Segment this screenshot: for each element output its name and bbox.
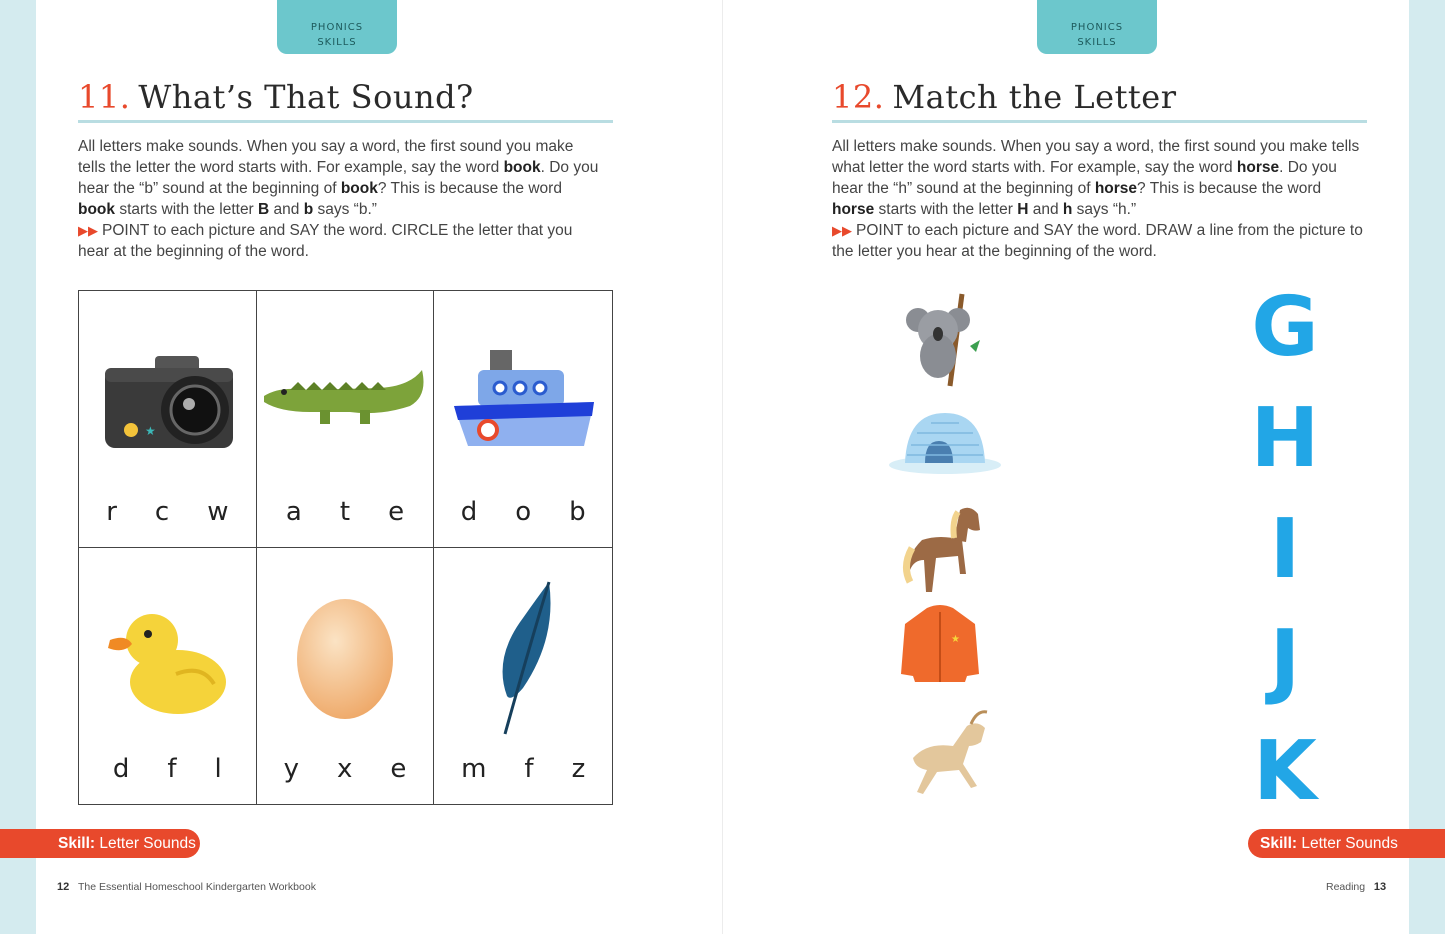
match-letter[interactable]: J xyxy=(1269,613,1301,708)
intro-keyword: book xyxy=(503,159,541,176)
intro-keyword: h xyxy=(1062,201,1073,218)
arrow-icon: ▶▶ xyxy=(78,223,98,238)
intro-text: ? This is because the word xyxy=(377,180,562,197)
grid-cell xyxy=(257,291,435,548)
left-skill-badge xyxy=(0,829,200,858)
grid-cell xyxy=(257,548,435,805)
intro-keyword: H xyxy=(1017,201,1029,218)
koala-icon[interactable] xyxy=(895,290,995,390)
svg-text:★: ★ xyxy=(951,634,960,645)
duck-icon xyxy=(79,588,256,728)
skill-label: Skill: xyxy=(1260,835,1298,852)
match-letter[interactable]: I xyxy=(1269,502,1301,597)
letter-choice[interactable]: a xyxy=(285,496,302,527)
intro-text: . Do you hear the “h” sound at the beginning of xyxy=(832,159,1337,197)
letter-choice[interactable]: e xyxy=(388,496,405,527)
intro-text: and xyxy=(269,201,304,218)
skill-label: Skill: xyxy=(58,835,96,852)
letter-choice[interactable]: z xyxy=(571,754,586,784)
intro-keyword: B xyxy=(258,201,270,218)
letter-choice[interactable]: w xyxy=(207,496,229,527)
left-intro-text xyxy=(78,136,603,262)
intro-keyword: horse xyxy=(1094,180,1138,197)
arrow-icon: ▶▶ xyxy=(832,223,852,238)
title-rule xyxy=(78,120,613,123)
letter-choice[interactable]: t xyxy=(339,496,351,527)
title-text: What’s That Sound? xyxy=(138,78,474,116)
letter-choices xyxy=(257,754,434,784)
picture-grid xyxy=(78,290,613,805)
skill-value: Letter Sounds xyxy=(99,835,196,852)
letter-choices xyxy=(79,754,256,784)
book-title: The Essential Homeschool Kindergarten Workbook xyxy=(78,881,316,893)
match-letter[interactable]: G xyxy=(1251,280,1319,375)
letter-choices xyxy=(79,497,256,527)
letter-choice[interactable]: f xyxy=(167,754,177,784)
match-letter[interactable]: H xyxy=(1250,391,1320,486)
horse-icon[interactable] xyxy=(895,498,995,598)
right-page-title xyxy=(832,78,1177,116)
grid-cell xyxy=(79,548,257,805)
svg-text:★: ★ xyxy=(145,424,157,438)
goat-icon[interactable] xyxy=(895,700,995,800)
grid-cell xyxy=(434,291,612,548)
egg-icon xyxy=(257,588,434,728)
instruction-text: POINT to each picture and SAY the word. CIRCLE the letter that you hear at the beginning of the word. xyxy=(78,222,573,260)
right-footer xyxy=(1326,881,1386,893)
intro-keyword: horse xyxy=(832,201,875,218)
intro-keyword: horse xyxy=(1236,159,1280,176)
match-letter[interactable]: K xyxy=(1253,724,1317,819)
letter-choice[interactable]: d xyxy=(112,754,130,784)
right-page-edge xyxy=(1409,0,1445,934)
letter-choices xyxy=(257,497,434,527)
jacket-icon[interactable] xyxy=(895,600,985,690)
tab-line1: PHONICS xyxy=(310,22,364,33)
intro-keyword: b xyxy=(303,201,314,218)
tab-line2: SKILLS xyxy=(317,37,357,48)
letter-choice[interactable]: l xyxy=(214,754,222,784)
letter-choice[interactable]: d xyxy=(460,496,478,527)
tab-line1: PHONICS xyxy=(1070,22,1124,33)
alligator-icon xyxy=(257,331,434,471)
letter-choice[interactable]: e xyxy=(390,754,407,784)
intro-text: All letters make sounds. When you say a word, the first sound you make tells the letter the word starts with. For example, say the word xyxy=(78,138,574,176)
title-text: Match the Letter xyxy=(892,78,1177,116)
page-number: 12 xyxy=(57,881,70,893)
intro-text: says “b.” xyxy=(313,201,377,218)
section-name: Reading xyxy=(1326,881,1366,893)
grid-cell xyxy=(434,548,612,805)
intro-text: starts with the letter xyxy=(874,201,1018,218)
letter-choice[interactable]: x xyxy=(336,754,353,784)
left-footer xyxy=(57,881,316,893)
letter-choices xyxy=(434,497,612,527)
left-phonics-tab xyxy=(277,0,397,54)
letter-choice[interactable]: m xyxy=(461,754,487,784)
left-page-title xyxy=(78,78,474,116)
right-skill-badge xyxy=(1248,829,1445,858)
title-rule xyxy=(832,120,1367,123)
left-page-edge xyxy=(0,0,36,934)
page-number: 13 xyxy=(1373,881,1387,893)
letter-choice[interactable]: y xyxy=(283,754,299,784)
grid-cell xyxy=(79,291,257,548)
intro-keyword: book xyxy=(78,201,116,218)
intro-text: and xyxy=(1028,201,1063,218)
title-number: 11. xyxy=(78,78,131,116)
right-intro-text xyxy=(832,136,1367,262)
letter-choice[interactable]: c xyxy=(154,496,170,527)
letter-choice[interactable]: f xyxy=(524,754,534,784)
intro-text: says “h.” xyxy=(1072,201,1137,218)
feather-icon xyxy=(434,588,612,728)
camera-icon xyxy=(79,331,256,471)
intro-text: starts with the letter xyxy=(115,201,259,218)
skill-value: Letter Sounds xyxy=(1301,835,1398,852)
right-phonics-tab xyxy=(1037,0,1157,54)
igloo-icon[interactable] xyxy=(885,400,1005,480)
letter-choice[interactable]: r xyxy=(106,496,117,527)
boat-icon xyxy=(434,331,612,471)
letter-choice[interactable]: b xyxy=(569,496,586,527)
letter-choice[interactable]: o xyxy=(515,496,532,527)
instruction-text: POINT to each picture and SAY the word. DRAW a line from the picture to the letter you hear at the beginning of the word. xyxy=(832,222,1363,260)
intro-text: ? This is because the word xyxy=(1137,180,1322,197)
gutter xyxy=(722,0,723,934)
letter-choices xyxy=(434,754,612,784)
intro-text: . Do you hear the “b” sound at the beginning of xyxy=(78,159,599,197)
intro-keyword: book xyxy=(340,180,378,197)
intro-text: All letters make sounds. When you say a word, the first sound you make tells what letter the word starts with. For example, say the word xyxy=(832,138,1360,176)
tab-line2: SKILLS xyxy=(1077,37,1117,48)
title-number: 12. xyxy=(832,78,885,116)
